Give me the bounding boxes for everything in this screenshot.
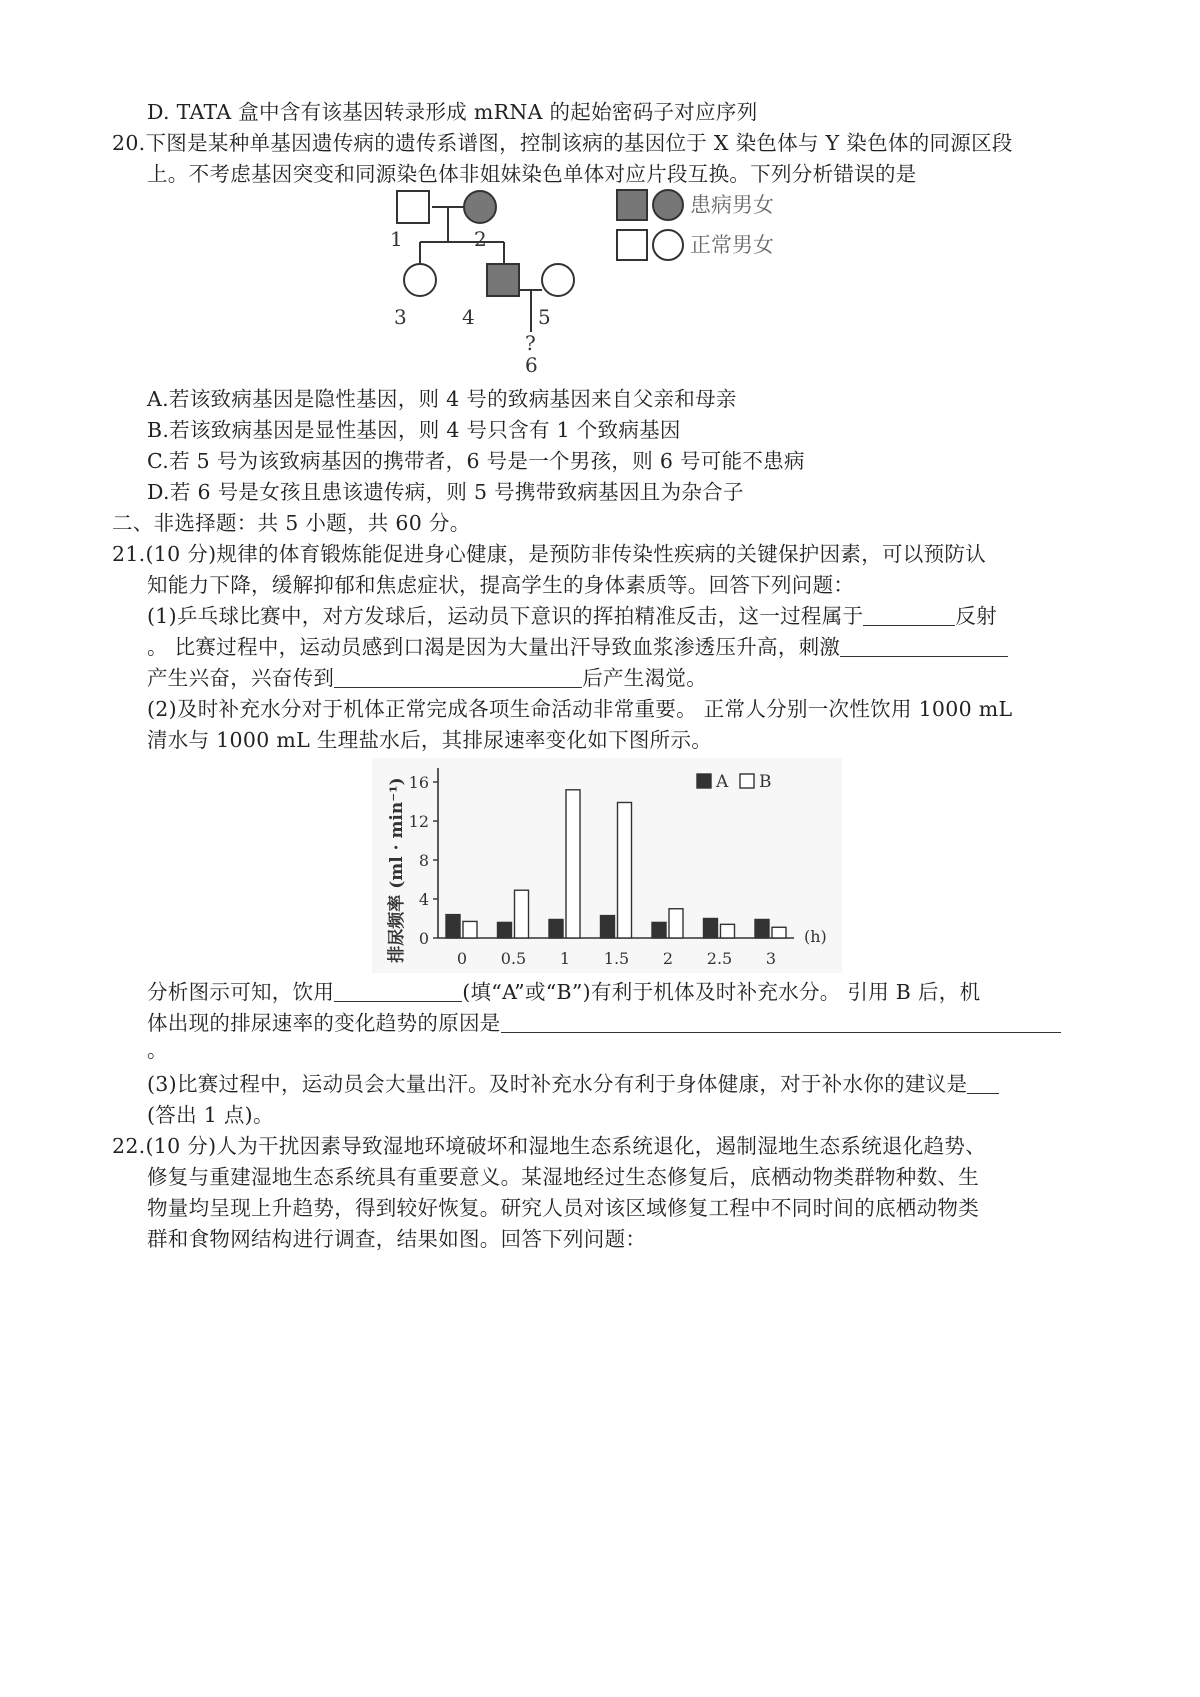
- x-unit-label: (h): [804, 927, 827, 946]
- q21-part1-text-c: 。 比赛过程中，运动员感到口渴是因为大量出汗导致血浆渗透压升高，刺激: [147, 635, 841, 659]
- q21-part2-line4: [147, 1009, 1061, 1037]
- chart-ylabel: 排尿频率 (ml · min⁻¹): [387, 777, 407, 963]
- q21-part2-line1: (2)及时补充水分对于机体正常完成各项生命活动非常重要。 正常人分别一次性饮用 1000 mL: [147, 697, 1013, 721]
- q21-part1-line2: [147, 633, 1008, 661]
- q22-line2: 修复与重建湿地生态系统具有重要意义。某湿地经过生态修复后，底栖动物类群物种数、生: [147, 1165, 979, 1189]
- q22-line3: 物量均呈现上升趋势，得到较好恢复。研究人员对该区域修复工程中不同时间的底栖动物类: [147, 1196, 979, 1220]
- individual-2-affected-female: [464, 191, 496, 223]
- q21-intro-line1: 21.(10 分)规律的体育锻炼能促进身心健康，是预防非传染性疾病的关键保护因素，可以预防认: [112, 542, 986, 566]
- x-tick-label: 0.5: [500, 949, 527, 968]
- legend-affected-label: 患病男女: [690, 193, 774, 217]
- q21-part1-line3: [147, 664, 707, 692]
- q21-part3-text-a: (3)比赛过程中，运动员会大量出汗。及时补充水分有利于身体健康，对于补水你的建议是: [147, 1072, 968, 1096]
- q21-part2-line5: 。: [147, 1038, 168, 1062]
- bar-b-0: [463, 921, 477, 938]
- pedigree-diagram: [380, 182, 800, 382]
- reflex-type-blank[interactable]: [863, 603, 955, 626]
- label-5: 5: [538, 305, 551, 329]
- legend-b-label: B: [759, 772, 772, 792]
- label-2: 2: [474, 227, 487, 251]
- section-2-heading: 二、非选择题：共 5 小题，共 60 分。: [112, 511, 471, 535]
- bar-b-3: [772, 927, 786, 938]
- q20-stem-line1: 20.下图是某种单基因遗传病的遗传系谱图，控制该病的基因位于 X 染色体与 Y 染色体的同源区段: [112, 131, 1013, 155]
- q21-part2-text-c: 分析图示可知，饮用: [147, 980, 335, 1004]
- bar-a-2: [652, 922, 666, 938]
- bar-b-2.5: [721, 924, 735, 938]
- q21-part3-line1: [147, 1070, 999, 1098]
- q20-option-a: A.若该致病基因是隐性基因，则 4 号的致病基因来自父亲和母亲: [147, 387, 737, 411]
- q20-option-b: B.若该致病基因是显性基因，则 4 号只含有 1 个致病基因: [147, 418, 681, 442]
- individual-5-normal-female: [542, 264, 574, 296]
- q19-option-d: D. TATA 盒中含有该基因转录形成 mRNA 的起始密码子对应序列: [147, 100, 758, 124]
- q21-part1-text-a: (1)乒乓球比赛中，对方发球后，运动员下意识的挥拍精准反击，这一过程属于: [147, 604, 864, 628]
- y-tick-label: 0: [418, 929, 429, 948]
- urination-rate-chart: [372, 758, 842, 973]
- x-tick-label: 3: [765, 949, 777, 968]
- q22-line4: 群和食物网结构进行调查，结果如图。回答下列问题：: [147, 1227, 647, 1251]
- y-tick-label: 12: [408, 812, 429, 831]
- individual-1-normal-male: [397, 191, 429, 223]
- y-tick-label: 4: [418, 890, 429, 909]
- legend-normal-female-symbol: [653, 230, 683, 260]
- q21-part1-line1: [147, 602, 997, 630]
- q20-option-c: C.若 5 号为该致病基因的携带者，6 号是一个男孩，则 6 号可能不患病: [147, 449, 805, 473]
- label-3: 3: [394, 305, 407, 329]
- bar-a-3: [755, 919, 769, 938]
- individual-3-normal-female: [404, 264, 436, 296]
- bar-b-1.5: [618, 802, 632, 938]
- choice-ab-blank[interactable]: [334, 979, 462, 1002]
- legend-affected-male-symbol: [617, 190, 647, 220]
- q21-part3-line2: (答出 1 点)。: [147, 1103, 274, 1127]
- bar-b-0.5: [515, 890, 529, 938]
- x-tick-label: 2: [662, 949, 674, 968]
- y-tick-label: 16: [408, 773, 429, 792]
- legend-a-swatch: [697, 774, 711, 788]
- q21-part2-text-e: 体出现的排尿速率的变化趋势的原因是: [147, 1011, 501, 1035]
- bar-a-2.5: [704, 919, 718, 939]
- receptor-blank[interactable]: [840, 634, 1008, 657]
- q22-line1: 22.(10 分)人为干扰因素导致湿地环境破坏和湿地生态系统退化，遏制湿地生态系统退化趋势、: [112, 1134, 986, 1158]
- thirst-center-blank[interactable]: [334, 665, 582, 688]
- bar-b-1: [566, 790, 580, 938]
- bar-a-1.5: [601, 916, 615, 938]
- q21-part2-line3: [147, 978, 980, 1006]
- legend-normal-label: 正常男女: [690, 233, 774, 257]
- q20-option-d: D.若 6 号是女孩且患该遗传病，则 5 号携带致病基因且为杂合子: [147, 480, 744, 504]
- label-4: 4: [462, 305, 475, 329]
- legend-affected-female-symbol: [653, 190, 683, 220]
- bar-a-0: [446, 915, 460, 938]
- legend-b-swatch: [740, 774, 754, 788]
- unknown-mark: ?: [525, 331, 536, 355]
- q21-part1-text-d: 产生兴奋，兴奋传到: [147, 666, 335, 690]
- x-tick-label: 2.5: [706, 949, 733, 968]
- individual-4-affected-male: [487, 264, 519, 296]
- legend-a-label: A: [716, 772, 729, 792]
- label-6: 6: [525, 353, 538, 377]
- bar-a-0.5: [498, 922, 512, 938]
- x-tick-label: 0: [456, 949, 468, 968]
- advice-blank[interactable]: [967, 1071, 999, 1094]
- bar-a-1: [549, 919, 563, 938]
- q21-intro-line2: 知能力下降，缓解抑郁和焦虑症状，提高学生的身体素质等。回答下列问题：: [147, 573, 855, 597]
- q21-part2-line2: 清水与 1000 mL 生理盐水后，其排尿速率变化如下图所示。: [147, 728, 713, 752]
- q21-part1-text-b: 反射: [955, 604, 997, 628]
- legend-normal-male-symbol: [617, 230, 647, 260]
- q21-part1-text-e: 后产生渴觉。: [582, 666, 708, 690]
- x-tick-label: 1.5: [603, 949, 630, 968]
- bar-b-2: [669, 909, 683, 938]
- reason-blank[interactable]: [501, 1010, 1061, 1033]
- label-1: 1: [390, 227, 403, 251]
- y-tick-label: 8: [418, 851, 429, 870]
- q21-part2-text-d: (填“A”或“B”)有利于机体及时补充水分。 引用 B 后，机: [462, 980, 981, 1004]
- q20-stem-line2: 上。不考虑基因突变和同源染色体非姐妹染色单体对应片段互换。下列分析错误的是: [147, 162, 917, 186]
- x-tick-label: 1: [559, 949, 571, 968]
